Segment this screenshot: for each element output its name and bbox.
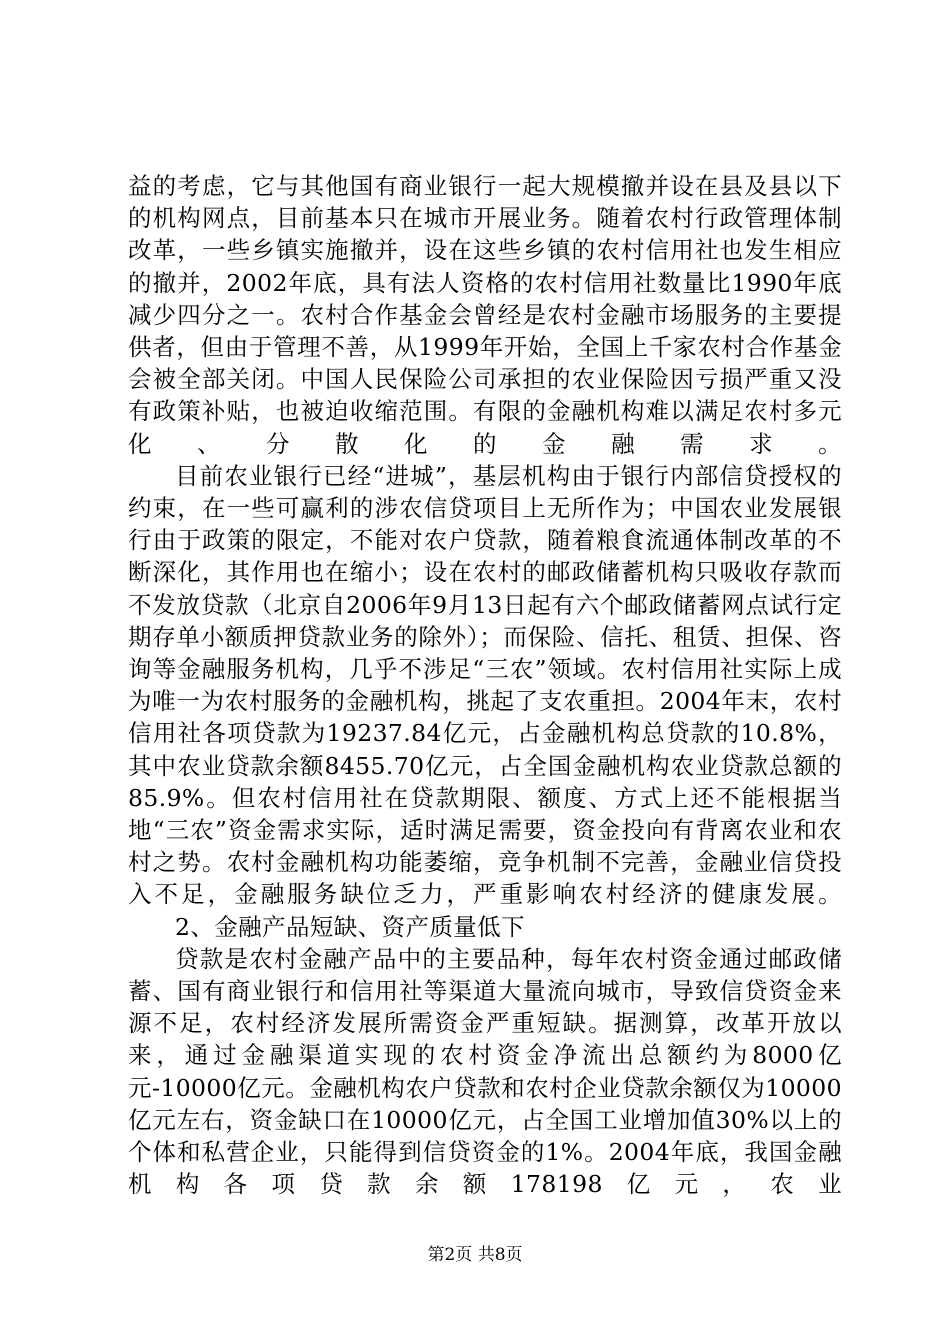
page-footer: 第2页 共8页 xyxy=(427,1245,523,1265)
paragraph-1: 益的考虑，它与其他国有商业银行一起大规模撤并设在县及县以下的机构网点，目前基本只在城市开展业务。随着农村行政管理体制改革，一些乡镇实施撤并，设在这些乡镇的农村信用社也发生相应的撤并，2002年底，具有法人资格的农村信用社数量比1990年底减少四分之一。农村合作基金会曾经是农村金融市场服务的主要提供者，但由于管理不善，从1999年开始，全国上千家农村合作基金会被全部关闭。中国人民保险公司承担的农业保险因亏损严重又没有政策补贴，也被迫收缩范围。有限的金融机构难以满足农村多元化、分散化的金融需求。 xyxy=(128,172,842,458)
paragraph-2: 目前农业银行已经“进城”，基层机构由于银行内部信贷授权的约束，在一些可赢利的涉农信贷项目上无所作为；中国农业发展银行由于政策的限定，不能对农户贷款，随着粮食流通体制改革的不断深化，其作用也在缩小；设在农村的邮政储蓄机构只吸收存款而不发放贷款（北京自2006年9月13日起有六个邮政储蓄网点试行定期存单小额质押贷款业务的除外）；而保险、信托、租赁、担保、咨询等金融服务机构，几乎不涉足“三农”领域。农村信用社实际上成为唯一为农村服务的金融机构，挑起了支农重担。2004年末，农村信用社各项贷款为19237.84亿元，占金融机构总贷款的10.8%，其中农业贷款余额8455.70亿元，占全国金融机构农业贷款总额的85.9%。但农村信用社在贷款期限、额度、方式上还不能根据当地“三农”资金需求实际，适时满足需要，资金投向有背离农业和农村之势。农村金融机构功能萎缩，竞争机制不完善，金融业信贷投入不足，金融服务缺位乏力，严重影响农村经济的健康发展。 xyxy=(128,461,842,909)
section-heading: 2、金融产品短缺、资产质量低下 xyxy=(175,912,525,941)
document-body xyxy=(128,170,842,1201)
paragraph-3: 贷款是农村金融产品中的主要品种，每年农村资金通过邮政储蓄、国有商业银行和信用社等渠道大量流向城市，导致信贷资金来源不足，农村经济发展所需资金严重短缺。据测算，改革开放以来，通过金融渠道实现的农村资金净流出总额约为8000亿元-10000亿元。金融机构农户贷款和农村企业贷款余额仅为10000亿元左右，资金缺口在10000亿元，占全国工业增加值30%以上的个体和私营企业，只能得到信贷资金的1%。2004年底，我国金融机构各项贷款余额178198亿元，农业 xyxy=(128,944,842,1199)
